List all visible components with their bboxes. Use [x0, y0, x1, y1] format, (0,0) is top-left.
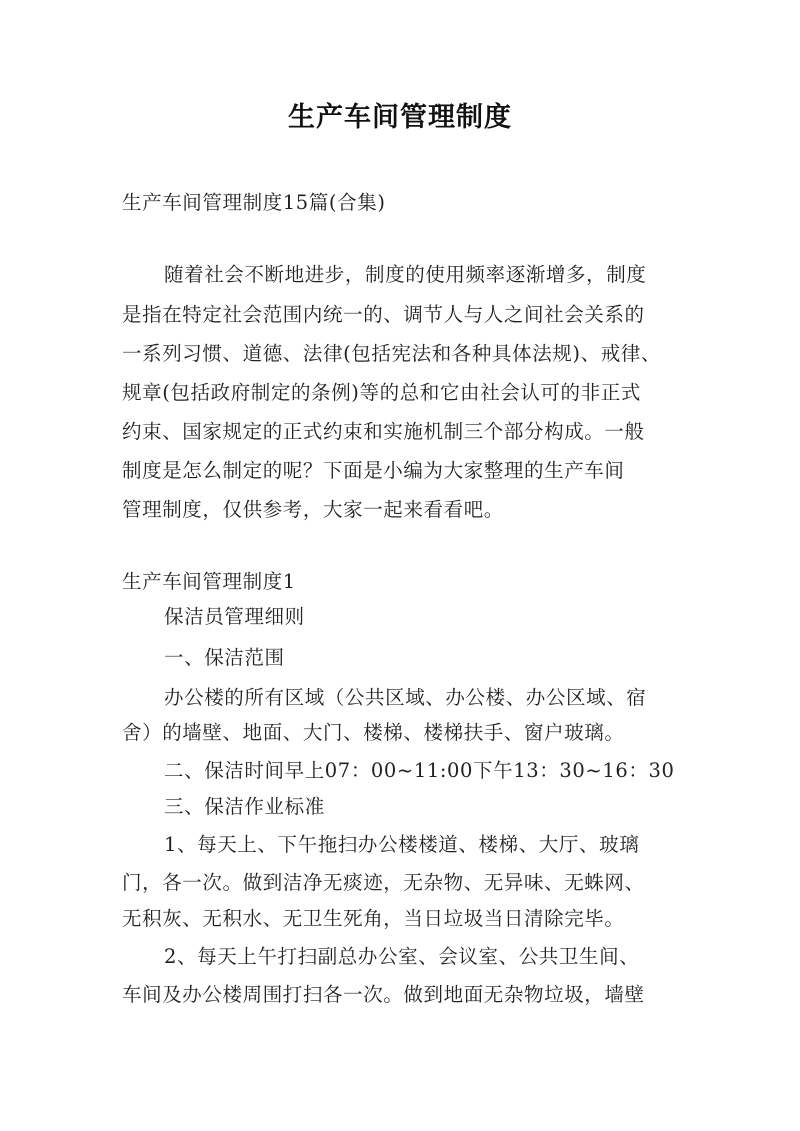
- body-line: 车间及办公楼周围打扫各一次。做到地面无杂物垃圾，墙壁: [122, 983, 645, 1006]
- intro-line: 规章(包括政府制定的条例)等的总和它由社会认可的非正式: [122, 381, 641, 404]
- intro-line: 是指在特定社会范围内统一的、调节人与人之间社会关系的: [122, 303, 645, 326]
- intro-line: 约束、国家规定的正式约束和实施机制三个部分构成。一般: [122, 420, 645, 443]
- body-line: 门，各一次。做到洁净无痰迹，无杂物、无异味、无蛛网、: [122, 871, 645, 894]
- body-line: 1、每天上、下午拖扫办公楼楼道、楼梯、大厅、玻璃: [164, 833, 640, 856]
- body-line: 一、保洁范围: [164, 646, 285, 669]
- intro-line: 制度是怎么制定的呢？下面是小编为大家整理的生产车间: [122, 459, 625, 482]
- intro-line: 一系列习惯、道德、法律(包括宪法和各种具体法规)、戒律、: [122, 342, 662, 365]
- body-line: 三、保洁作业标准: [164, 795, 325, 818]
- body-line: 2、每天上午打扫副总办公室、会议室、公共卫生间、: [164, 945, 640, 968]
- body-line: 办公楼的所有区域（公共区域、办公楼、办公区域、宿: [164, 686, 647, 709]
- document-title: 生产车间管理制度: [288, 102, 512, 133]
- body-line: 二、保洁时间早上07：00~11:00下午13：30~16：30: [164, 759, 675, 782]
- section-heading: 生产车间管理制度1: [122, 570, 296, 593]
- body-line: 无积灰、无积水、无卫生死角，当日垃圾当日清除完毕。: [122, 907, 625, 930]
- body-line: 舍）的墙壁、地面、大门、楼梯、楼梯扶手、窗户玻璃。: [122, 721, 625, 744]
- body-line: 保洁员管理细则: [164, 605, 305, 628]
- document-subtitle: 生产车间管理制度15篇(合集): [122, 191, 386, 214]
- intro-line: 随着社会不断地进步，制度的使用频率逐渐增多，制度: [164, 263, 647, 286]
- intro-line: 管理制度，仅供参考，大家一起来看看吧。: [122, 498, 504, 521]
